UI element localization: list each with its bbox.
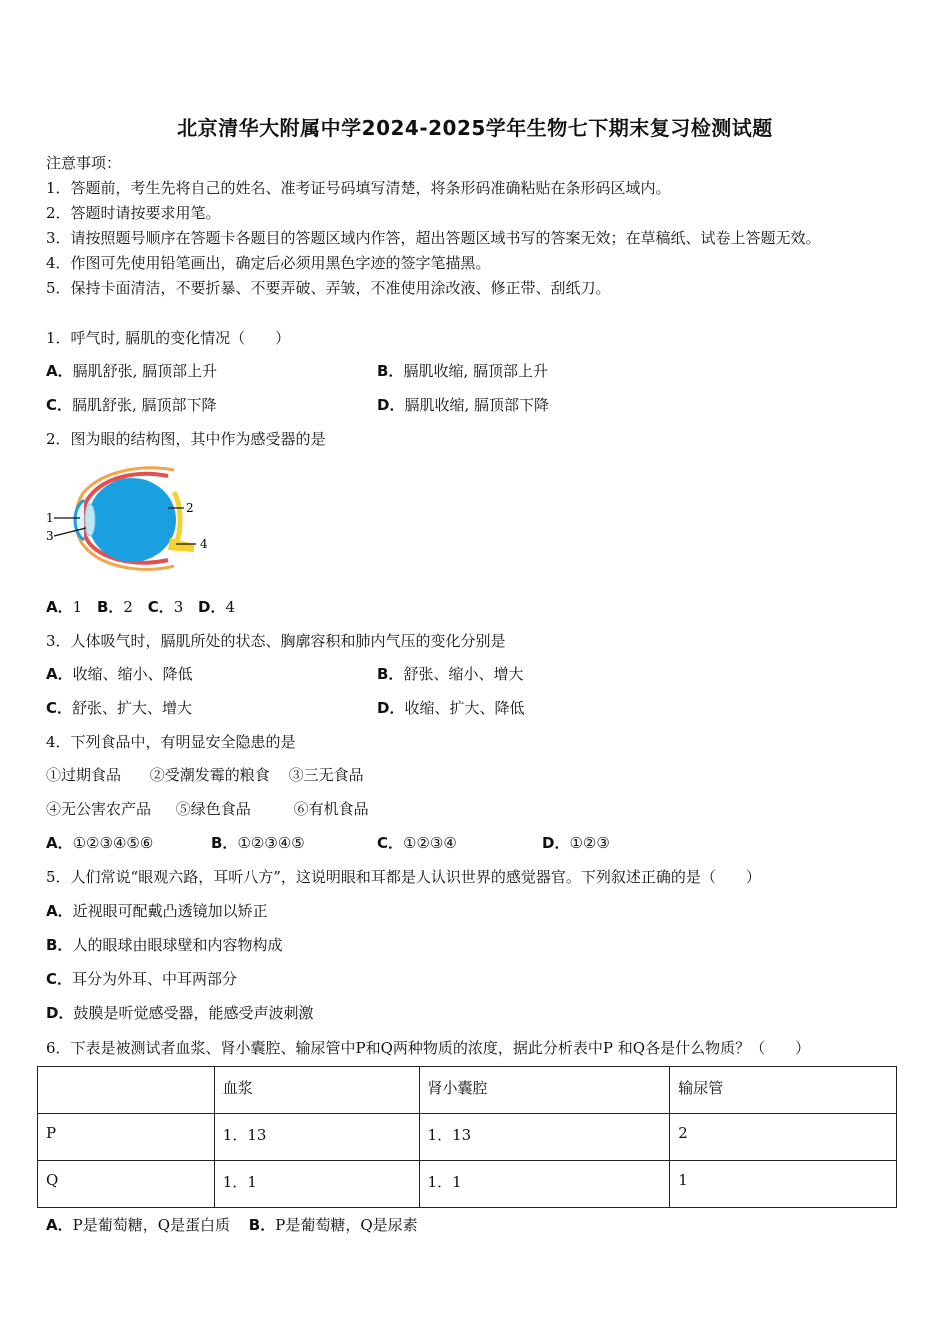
figure-label-2: 2 bbox=[186, 501, 194, 515]
option-text: 2 bbox=[123, 598, 133, 616]
option-label: B． bbox=[248, 1216, 276, 1234]
option-label: B． bbox=[46, 936, 73, 954]
option-text: 膈肌收缩, 膈顶部下降 bbox=[404, 396, 549, 414]
notice-item-4: 4．作图可先使用铅笔画出，确定后必须用黑色字迹的签字笔描黑。 bbox=[46, 254, 491, 272]
option-label: A． bbox=[46, 902, 73, 920]
option-label: C． bbox=[46, 699, 73, 717]
figure-label-3: 3 bbox=[46, 529, 54, 543]
vitreous-body bbox=[88, 478, 176, 562]
option-label: D． bbox=[377, 396, 405, 414]
q3-option-b bbox=[377, 663, 523, 684]
q1-option-c bbox=[46, 394, 217, 415]
option-text: ①②③ bbox=[569, 834, 610, 852]
q1-option-a bbox=[46, 360, 217, 381]
q3-option-a bbox=[46, 663, 193, 684]
option-label: A． bbox=[46, 362, 73, 380]
q5-option-d bbox=[46, 1002, 313, 1023]
q2-options bbox=[46, 596, 235, 617]
q5-option-c bbox=[46, 968, 237, 989]
q4-item: ②受潮发霉的粮食 bbox=[149, 766, 270, 784]
option-text: 收缩、缩小、降低 bbox=[72, 665, 193, 683]
q2-stem: 2．图为眼的结构图，其中作为感受器的是 bbox=[46, 430, 326, 448]
option-label: C． bbox=[46, 970, 73, 988]
q1-stem: 1．呼气时, 膈肌的变化情况（ ） bbox=[46, 329, 291, 347]
table-cell: 1．1 bbox=[214, 1161, 419, 1208]
q4-item: ⑥有机食品 bbox=[293, 800, 369, 818]
figure-label-4: 4 bbox=[200, 537, 208, 551]
notice-heading: 注意事项： bbox=[46, 154, 122, 172]
table-header-cell: 血浆 bbox=[214, 1067, 419, 1114]
option-label: B． bbox=[96, 598, 124, 616]
option-label: D． bbox=[198, 598, 226, 616]
q4-stem: 4．下列食品中，有明显安全隐患的是 bbox=[46, 733, 296, 751]
q5-stem: 5．人们常说“眼观六路，耳听八方”，这说明眼和耳都是人认识世界的感觉器官。下列叙述正确的是（ ） bbox=[46, 868, 761, 886]
q1-option-d bbox=[377, 394, 549, 415]
option-label: A． bbox=[46, 598, 73, 616]
q3-stem: 3．人体吸气时，膈肌所处的状态、胸廓容积和肺内气压的变化分别是 bbox=[46, 632, 506, 650]
notice-item-3: 3．请按照题号顺序在答题卡各题目的答题区域内作答，超出答题区域书写的答案无效；在草稿纸、试卷上答题无效。 bbox=[46, 229, 821, 247]
table-cell: Q bbox=[38, 1161, 215, 1208]
q1-option-b bbox=[377, 360, 548, 381]
figure-label-1: 1 bbox=[46, 511, 54, 525]
option-label: B． bbox=[377, 665, 404, 683]
option-text: 鼓膜是听觉感受器，能感受声波刺激 bbox=[73, 1004, 314, 1022]
option-label: A． bbox=[46, 1216, 73, 1234]
q4-item: ③三无食品 bbox=[288, 766, 364, 784]
option-text: 3 bbox=[173, 598, 184, 616]
option-text: P是葡萄糖，Q是尿素 bbox=[275, 1216, 418, 1234]
table-row bbox=[38, 1114, 897, 1161]
option-text: 近视眼可配戴凸透镜加以矫正 bbox=[72, 902, 268, 920]
table-cell: 1．1 bbox=[419, 1161, 670, 1208]
q4-option-b bbox=[211, 832, 305, 853]
option-label: A． bbox=[46, 665, 73, 683]
table-header-cell bbox=[38, 1067, 215, 1114]
option-label: C． bbox=[46, 396, 73, 414]
table-cell: P bbox=[38, 1114, 215, 1161]
option-label: A． bbox=[46, 834, 73, 852]
lens bbox=[85, 504, 95, 536]
option-text: 4 bbox=[225, 598, 236, 616]
option-text: 收缩、扩大、降低 bbox=[404, 699, 525, 717]
table-row bbox=[38, 1161, 897, 1208]
q5-option-b bbox=[46, 934, 282, 955]
q4-option-c bbox=[377, 832, 457, 853]
table-cell: 2 bbox=[670, 1114, 897, 1161]
table-header-cell: 输尿管 bbox=[670, 1067, 897, 1114]
option-text: 膈肌舒张, 膈顶部上升 bbox=[72, 362, 218, 380]
option-label: D． bbox=[46, 1004, 74, 1022]
table-cell: 1 bbox=[670, 1161, 897, 1208]
notice-item-1: 1．答题前，考生先将自己的姓名、准考证号码填写清楚，将条形码准确粘贴在条形码区域内。 bbox=[46, 179, 671, 197]
eye-structure-diagram bbox=[44, 462, 214, 574]
option-label: D． bbox=[542, 834, 570, 852]
notice-item-2: 2．答题时请按要求用笔。 bbox=[46, 204, 221, 222]
option-text: 1 bbox=[72, 598, 83, 616]
option-label: C． bbox=[147, 598, 174, 616]
q4-item: ④无公害农产品 bbox=[46, 800, 152, 818]
option-text: 膈肌舒张, 膈顶部下降 bbox=[72, 396, 217, 414]
q3-option-d bbox=[377, 697, 524, 718]
q4-items-row-2 bbox=[46, 798, 369, 819]
page-title: 北京清华大附属中学2024-2025学年生物七下期末复习检测试题 bbox=[177, 116, 773, 140]
optic-nerve bbox=[168, 538, 194, 552]
q4-option-a bbox=[46, 832, 153, 853]
table-cell: 1．13 bbox=[419, 1114, 670, 1161]
notice-item-5: 5．保持卡面清洁，不要折暴、不要弄破、弄皱，不准使用涂改液、修正带、刮纸刀。 bbox=[46, 279, 611, 297]
q3-option-c bbox=[46, 697, 192, 718]
option-label: C． bbox=[377, 834, 404, 852]
q4-item: ①过期食品 bbox=[46, 766, 122, 784]
option-label: B． bbox=[211, 834, 238, 852]
option-text: 人的眼球由眼球壁和内容物构成 bbox=[72, 936, 283, 954]
table-header-row bbox=[38, 1067, 897, 1114]
q4-option-d bbox=[542, 832, 610, 853]
option-text: ①②③④ bbox=[403, 834, 457, 852]
q4-items-row-1 bbox=[46, 764, 364, 785]
q4-item: ⑤绿色食品 bbox=[175, 800, 251, 818]
table-header-cell: 肾小囊腔 bbox=[419, 1067, 670, 1114]
option-text: 舒张、扩大、增大 bbox=[72, 699, 193, 717]
q6-stem: 6．下表是被测试者血浆、肾小囊腔、输尿管中P和Q两种物质的浓度，据此分析表中P 和Q各是什么物质？（ ） bbox=[46, 1039, 811, 1057]
q5-option-a bbox=[46, 900, 268, 921]
q6-options bbox=[46, 1214, 418, 1235]
table-cell: 1．13 bbox=[214, 1114, 419, 1161]
option-text: 舒张、缩小、增大 bbox=[403, 665, 524, 683]
option-label: B． bbox=[377, 362, 404, 380]
option-text: ①②③④⑤⑥ bbox=[72, 834, 154, 852]
option-text: ①②③④⑤ bbox=[237, 834, 305, 852]
option-text: 膈肌收缩, 膈顶部上升 bbox=[403, 362, 548, 380]
concentration-table bbox=[37, 1066, 897, 1208]
option-text: 耳分为外耳、中耳两部分 bbox=[72, 970, 238, 988]
option-label: D． bbox=[377, 699, 405, 717]
option-text: P是葡萄糖，Q是蛋白质 bbox=[72, 1216, 231, 1234]
